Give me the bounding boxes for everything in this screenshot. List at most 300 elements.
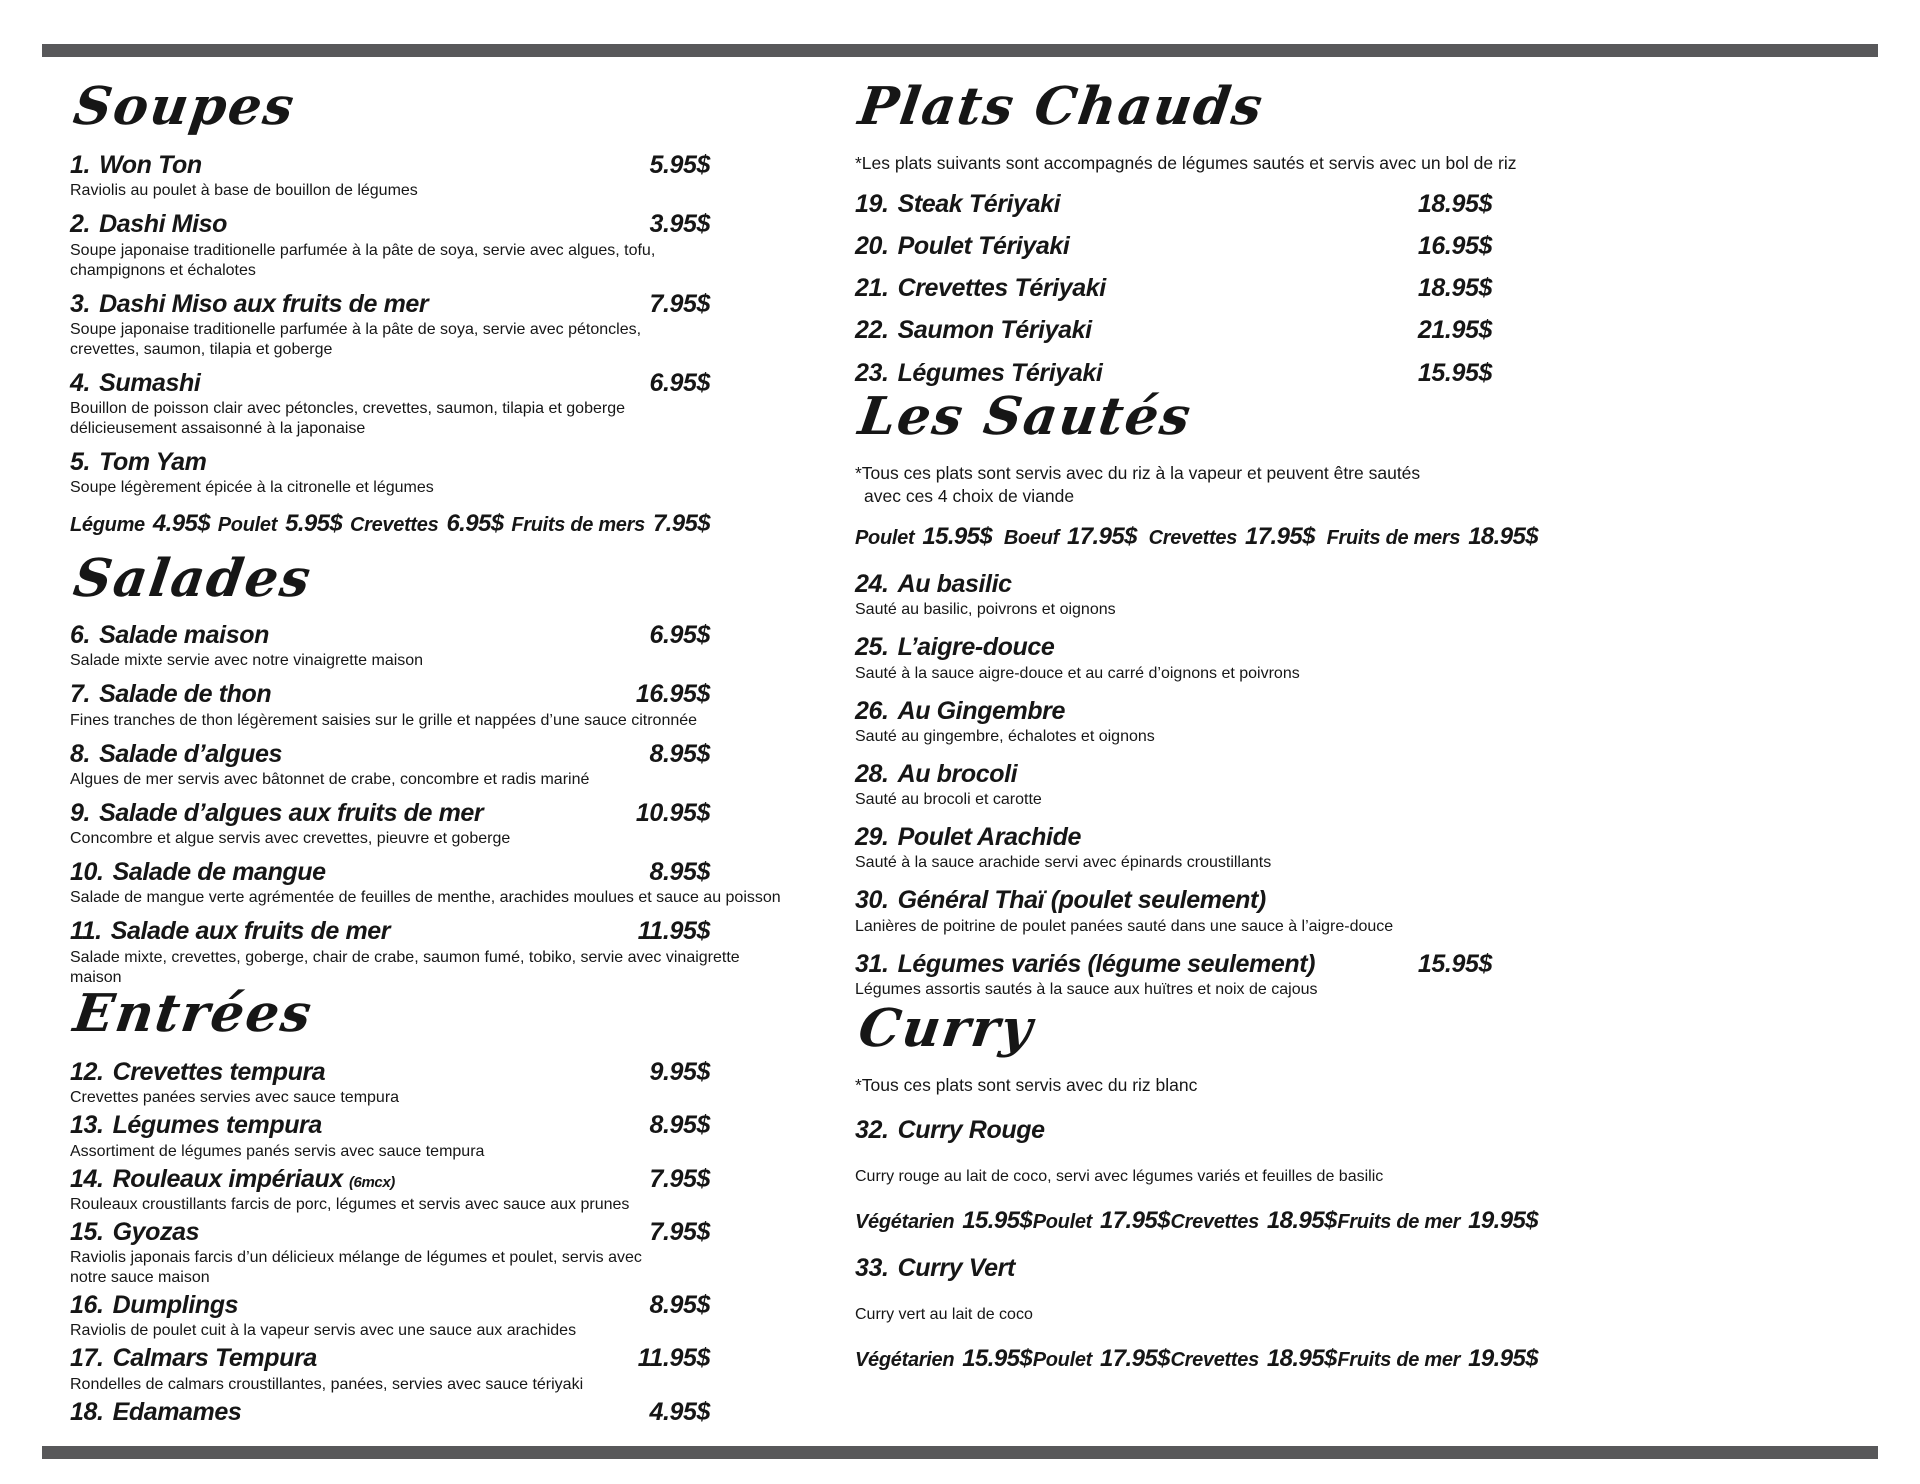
item-number: 13.	[70, 1111, 104, 1140]
variant-option	[218, 510, 342, 538]
item-description	[70, 1321, 710, 1341]
description-line: Soupe japonaise traditionelle parfumée à la pâte de soya, servie avec pétoncles,	[70, 320, 642, 338]
item-name	[70, 622, 269, 648]
item-header	[855, 317, 1538, 343]
variant-price: 17.95$	[1067, 523, 1137, 551]
item-description	[855, 980, 1538, 1000]
variant-label: Poulet	[217, 514, 278, 537]
description-line: Lanières de poitrine de poulet panées sauté dans une sauce à l’aigre-douce	[855, 917, 1394, 935]
section-note	[855, 1074, 1538, 1096]
item-header	[855, 1117, 1538, 1143]
item-name	[70, 211, 227, 237]
item-name	[70, 291, 428, 317]
item-name	[70, 449, 206, 475]
section-soupes	[70, 78, 710, 548]
section-entrees	[70, 985, 710, 1429]
item-name-text: Salade maison	[99, 621, 269, 650]
menu-item	[70, 858, 781, 908]
item-description	[70, 320, 710, 360]
item-price: 4.95$	[649, 1397, 710, 1426]
variant-price: 4.95$	[152, 510, 210, 538]
item-description	[70, 241, 710, 281]
item-price: 3.95$	[649, 210, 710, 239]
item-description	[70, 1088, 710, 1108]
description-line: Bouillon de poisson clair avec pétoncles, crevettes, saumon, tilapia et goberge	[70, 400, 625, 418]
description-line: crevettes, saumon, tilapia et goberge	[70, 340, 333, 358]
item-description	[855, 917, 1538, 937]
item-price: 21.95$	[1417, 316, 1492, 345]
variant-option	[1149, 523, 1315, 551]
item-name	[70, 741, 282, 767]
item-name	[855, 191, 1060, 217]
variant-label: Fruits de mer	[1337, 1210, 1461, 1233]
item-price: 8.95$	[649, 858, 710, 887]
variant-option	[1337, 1345, 1538, 1373]
variant-label: Végétarien	[855, 1210, 955, 1233]
item-name	[855, 317, 1092, 343]
item-header	[70, 800, 710, 826]
variant-price: 17.95$	[1245, 523, 1315, 551]
item-name-text: Crevettes tempura	[112, 1058, 326, 1087]
item-name-text: Crevettes Tériyaki	[897, 274, 1106, 303]
description-line: champignons et échalotes	[70, 261, 256, 279]
item-description	[855, 790, 1538, 810]
item-description	[70, 181, 710, 201]
item-description	[70, 1142, 710, 1162]
item-name	[855, 634, 1054, 660]
variant-option	[1033, 1345, 1170, 1373]
item-number: 2.	[70, 210, 91, 239]
menu-item	[855, 1255, 1538, 1373]
variant-option	[1170, 1345, 1336, 1373]
item-price: 15.95$	[1417, 949, 1492, 978]
description-line: Raviolis japonais farcis d’un délicieux mélange de légumes et poulet, servis avec	[70, 1249, 642, 1267]
description-line: Sauté au basilic, poivrons et oignons	[855, 601, 1116, 619]
item-description	[70, 478, 710, 498]
menu-item	[70, 449, 710, 538]
item-description	[70, 651, 710, 671]
variant-price: 17.95$	[1100, 1345, 1170, 1373]
item-number: 19.	[855, 189, 889, 218]
variant-price: 17.95$	[1100, 1206, 1170, 1234]
item-header	[70, 622, 710, 648]
variant-label: Crevettes	[1148, 527, 1238, 550]
item-name	[855, 887, 1266, 913]
item-price: 15.95$	[1417, 358, 1492, 387]
menu-item	[70, 681, 710, 730]
variant-option	[855, 1207, 1032, 1235]
item-name-text: Salade aux fruits de mer	[110, 917, 391, 946]
item-name-text: Gyozas	[112, 1217, 200, 1246]
description-line: Concombre et algue servis avec crevettes, pieuvre et goberge	[70, 830, 511, 848]
item-name	[855, 951, 1315, 977]
menu-item	[855, 1117, 1538, 1235]
item-description	[70, 711, 710, 731]
item-number: 14.	[70, 1164, 104, 1193]
item-number: 23.	[855, 358, 889, 387]
menu-item	[70, 1292, 710, 1341]
item-name-text: Au Gingembre	[897, 696, 1066, 725]
item-name-text: Légumes variés (légume seulement)	[897, 949, 1316, 978]
item-price: 16.95$	[1417, 231, 1492, 260]
item-header	[70, 1059, 710, 1085]
variant-option	[1337, 1207, 1538, 1235]
item-name-text: Dashi Miso	[99, 210, 228, 239]
description-line: Légumes assortis sautés à la sauce aux huïtres et noix de cajous	[855, 980, 1318, 998]
menu-item	[855, 698, 1538, 747]
item-header	[70, 918, 710, 944]
item-header	[70, 681, 710, 707]
menu-item	[70, 152, 710, 201]
item-price: 5.95$	[649, 151, 710, 180]
section-heading: Plats Chauds	[854, 76, 1268, 137]
item-name	[70, 1345, 317, 1371]
variant-price: 18.95$	[1468, 523, 1538, 551]
item-name-text: Rouleaux impériaux	[112, 1164, 343, 1193]
description-line: Raviolis de poulet cuit à la vapeur servis avec une sauce aux arachides	[70, 1322, 577, 1340]
item-price: 11.95$	[637, 917, 710, 946]
description-line: Sauté à la sauce aigre-douce et au carré d’oignons et poivrons	[855, 664, 1300, 682]
section-heading: Entrées	[69, 983, 317, 1044]
item-name-text: Au basilic	[897, 570, 1012, 599]
description-line: Crevettes panées servies avec sauce tempura	[70, 1089, 400, 1107]
menu-item	[70, 1112, 710, 1161]
item-number: 16.	[70, 1291, 104, 1320]
menu-item	[70, 1166, 710, 1215]
menu-item	[70, 917, 740, 987]
description-line: Fines tranches de thon légèrement saisies sur le grille et nappées d’une sauce citronnée	[70, 711, 698, 729]
item-name	[855, 1117, 1045, 1143]
item-price: 6.95$	[649, 621, 710, 650]
item-header	[70, 1219, 710, 1245]
item-header	[855, 887, 1538, 913]
variant-label: Fruits de mers	[1326, 527, 1461, 550]
menu-item	[855, 887, 1538, 936]
section-heading: Les Sautés	[854, 386, 1196, 447]
description-line: notre sauce maison	[70, 1269, 210, 1287]
item-name	[70, 1219, 199, 1245]
item-name-text: Dashi Miso aux fruits de mer	[99, 289, 429, 318]
variant-option	[1327, 523, 1538, 551]
item-header	[70, 370, 710, 396]
item-number: 24.	[855, 570, 889, 599]
item-number: 12.	[70, 1058, 104, 1087]
item-header	[855, 275, 1538, 301]
item-name-text: Saumon Tériyaki	[897, 316, 1092, 345]
item-name-text: Général Thaï (poulet seulement)	[897, 886, 1266, 915]
item-number: 25.	[855, 633, 889, 662]
variant-price-row	[855, 1207, 1538, 1235]
item-header	[70, 1399, 710, 1425]
item-name-text: Salade d’algues	[99, 739, 283, 768]
variant-option	[1033, 1207, 1170, 1235]
item-name-text: Salade de mangue	[112, 858, 326, 887]
menu-item	[70, 1399, 710, 1425]
variant-price: 15.95$	[962, 1206, 1033, 1234]
menu-item	[855, 761, 1538, 810]
variant-label: Fruits de mer	[1337, 1349, 1461, 1372]
item-name-text: Calmars Tempura	[112, 1344, 317, 1373]
item-number: 15.	[70, 1217, 104, 1246]
item-suffix: (6mcx)	[348, 1173, 395, 1191]
variant-label: Crevettes	[349, 514, 439, 537]
item-price: 10.95$	[635, 798, 710, 827]
variant-option	[70, 510, 210, 538]
item-header	[70, 291, 710, 317]
bottom-rule	[42, 1446, 1878, 1459]
menu-item	[70, 1059, 710, 1108]
variant-price: 19.95$	[1468, 1345, 1538, 1373]
item-description	[70, 1195, 710, 1215]
variant-price-row	[70, 510, 710, 538]
item-header	[855, 761, 1538, 787]
description-line: Sauté à la sauce arachide servi avec épinards croustillants	[855, 854, 1272, 872]
item-name	[70, 800, 483, 826]
item-header	[70, 1166, 710, 1192]
item-number: 5.	[70, 448, 91, 477]
column-left	[69, 0, 781, 1484]
item-number: 8.	[70, 739, 91, 768]
item-name-text: Won Ton	[99, 151, 202, 180]
variant-label: Crevettes	[1170, 1210, 1259, 1233]
item-number: 1.	[70, 151, 91, 180]
menu-item	[70, 800, 710, 849]
menu-item	[855, 634, 1538, 683]
item-header	[70, 859, 710, 885]
variant-price-row	[855, 1345, 1538, 1373]
menu-item	[855, 951, 1538, 1000]
item-price: 6.95$	[649, 368, 710, 397]
item-number: 33.	[855, 1253, 889, 1282]
item-number: 30.	[855, 886, 889, 915]
section-curry	[855, 1000, 1538, 1373]
note-line: *Tous ces plats sont servis avec du riz à la vapeur et peuvent être sautés	[855, 463, 1421, 484]
item-header	[855, 233, 1538, 259]
description-line: délicieusement assaisonné à la japonaise	[70, 420, 366, 438]
description-line: Salade mixte, crevettes, goberge, chair de crabe, saumon fumé, tobiko, servie avec vinaigrette	[70, 948, 740, 966]
item-name-text: Edamames	[112, 1397, 242, 1426]
item-name	[70, 1112, 322, 1138]
item-name-text: Salade d’algues aux fruits de mer	[99, 798, 484, 827]
item-name-text: L’aigre-douce	[897, 633, 1055, 662]
item-price: 8.95$	[649, 1291, 710, 1320]
variant-label: Fruits de mers	[511, 514, 645, 537]
variant-price: 5.95$	[285, 510, 343, 538]
item-header	[70, 1112, 710, 1138]
item-name	[70, 1292, 238, 1318]
item-name	[70, 370, 200, 396]
menu-item	[70, 291, 710, 360]
description-line: Soupe légèrement épicée à la citronelle et légumes	[70, 479, 434, 497]
note-line: avec ces 4 choix de viande	[864, 485, 1075, 506]
variant-price: 19.95$	[1468, 1206, 1538, 1234]
menu-item	[855, 317, 1538, 343]
variant-label: Boeuf	[1003, 527, 1060, 550]
column-right	[855, 0, 1538, 1484]
item-number: 26.	[855, 696, 889, 725]
variant-option	[350, 510, 504, 538]
variant-label: Poulet	[1032, 1210, 1093, 1233]
item-header	[70, 211, 710, 237]
variant-price-row	[855, 523, 1538, 551]
item-description	[70, 888, 781, 908]
menu-item	[70, 622, 710, 671]
item-description	[70, 829, 710, 849]
variant-option	[1170, 1207, 1336, 1235]
variant-option	[855, 1345, 1032, 1373]
description-line: Rouleaux croustillants farcis de porc, légumes et servis avec sauce aux prunes	[70, 1195, 630, 1213]
item-number: 9.	[70, 798, 91, 827]
item-name-text: Dumplings	[112, 1291, 239, 1320]
item-name-text: Poulet Tériyaki	[897, 231, 1070, 260]
description-line: Algues de mer servis avec bâtonnet de crabe, concombre et radis mariné	[70, 770, 590, 788]
item-price: 11.95$	[637, 1344, 710, 1373]
item-number: 4.	[70, 368, 91, 397]
item-name	[855, 233, 1069, 259]
note-line: *Tous ces plats sont servis avec du riz blanc	[855, 1075, 1198, 1096]
section-les-sautes	[855, 388, 1538, 1014]
item-header	[70, 741, 710, 767]
item-name	[70, 681, 271, 707]
menu-item	[70, 211, 710, 280]
item-number: 21.	[855, 274, 889, 303]
item-name	[855, 761, 1017, 787]
item-number: 32.	[855, 1115, 889, 1144]
description-line: Curry vert au lait de coco	[855, 1306, 1033, 1324]
variant-price: 6.95$	[446, 510, 504, 538]
item-number: 22.	[855, 316, 889, 345]
item-name-text: Steak Tériyaki	[897, 189, 1061, 218]
item-header	[855, 698, 1538, 724]
variant-label: Poulet	[1032, 1349, 1093, 1372]
item-price: 8.95$	[649, 1111, 710, 1140]
item-number: 29.	[855, 823, 889, 852]
item-name	[70, 152, 202, 178]
item-name	[70, 1166, 395, 1192]
item-name-text: Sumashi	[99, 368, 201, 397]
item-name-text: Curry Vert	[897, 1253, 1015, 1282]
variant-price: 7.95$	[652, 510, 710, 538]
section-note	[855, 152, 1538, 174]
menu-item	[855, 824, 1538, 873]
item-header	[855, 824, 1538, 850]
description-line: Assortiment de légumes panés servis avec sauce tempura	[70, 1142, 485, 1160]
menu-item	[855, 360, 1538, 386]
section-note	[855, 462, 1538, 507]
item-name	[855, 1255, 1015, 1281]
item-header	[855, 191, 1538, 217]
item-name-text: Légumes Tériyaki	[897, 358, 1103, 387]
item-price: 18.95$	[1417, 274, 1492, 303]
description-line: Salade de mangue verte agrémentée de feuilles de menthe, arachides moulues et sauce au poisson	[70, 889, 781, 907]
menu-item	[70, 370, 710, 439]
item-price: 8.95$	[649, 739, 710, 768]
item-header	[855, 571, 1538, 597]
section-heading: Salades	[69, 548, 316, 609]
item-name-text: Poulet Arachide	[897, 823, 1081, 852]
section-heading: Curry	[854, 998, 1038, 1059]
variant-price: 15.95$	[962, 1345, 1033, 1373]
item-number: 28.	[855, 759, 889, 788]
item-name	[70, 859, 326, 885]
item-header	[70, 1345, 710, 1371]
item-number: 11.	[70, 917, 102, 946]
variant-option	[855, 523, 992, 551]
item-name	[70, 1059, 325, 1085]
variant-label: Végétarien	[855, 1349, 955, 1372]
item-description	[855, 600, 1538, 620]
variant-option	[511, 510, 710, 538]
menu-item	[70, 741, 710, 790]
item-number: 20.	[855, 231, 889, 260]
item-number: 17.	[70, 1344, 104, 1373]
item-description	[855, 853, 1538, 873]
item-name-text: Salade de thon	[99, 680, 272, 709]
variant-price: 18.95$	[1266, 1345, 1337, 1373]
item-header	[855, 634, 1538, 660]
section-plats-chauds	[855, 78, 1538, 402]
item-description	[70, 399, 710, 439]
item-name-text: Tom Yam	[99, 448, 207, 477]
variant-label: Crevettes	[1170, 1349, 1259, 1372]
item-description	[70, 1375, 710, 1395]
menu-item	[855, 191, 1538, 217]
item-description	[855, 1305, 1538, 1325]
item-price: 7.95$	[649, 289, 710, 318]
item-name-text: Légumes tempura	[112, 1111, 322, 1140]
item-number: 31.	[855, 949, 889, 978]
description-line: Sauté au gingembre, échalotes et oignons	[855, 727, 1155, 745]
item-name-text: Au brocoli	[897, 759, 1018, 788]
item-description	[70, 770, 710, 790]
description-line: Salade mixte servie avec notre vinaigrette maison	[70, 652, 424, 670]
section-heading: Soupes	[69, 76, 300, 137]
item-name	[855, 360, 1102, 386]
menu-item	[70, 1219, 710, 1288]
item-name	[855, 698, 1065, 724]
description-line: Sauté au brocoli et carotte	[855, 791, 1042, 809]
item-description	[70, 1248, 710, 1288]
note-line: *Les plats suivants sont accompagnés de légumes sautés et servis avec un bol de riz	[855, 153, 1517, 174]
item-name	[70, 918, 390, 944]
item-description	[70, 948, 740, 988]
item-name	[855, 824, 1081, 850]
item-description	[855, 664, 1538, 684]
description-line: Raviolis au poulet à base de bouillon de légumes	[70, 182, 418, 200]
menu-item	[70, 1345, 710, 1394]
variant-price: 15.95$	[922, 523, 993, 551]
item-header	[855, 1255, 1538, 1281]
item-price: 16.95$	[635, 680, 710, 709]
item-price: 7.95$	[649, 1164, 710, 1193]
item-number: 10.	[70, 858, 104, 887]
item-number: 3.	[70, 289, 91, 318]
description-line: Soupe japonaise traditionelle parfumée à la pâte de soya, servie avec algues, tofu,	[70, 241, 656, 259]
description-line: Curry rouge au lait de coco, servi avec légumes variés et feuilles de basilic	[855, 1167, 1384, 1185]
item-header	[855, 951, 1538, 977]
item-description	[855, 727, 1538, 747]
item-name	[855, 275, 1106, 301]
variant-option	[1004, 523, 1137, 551]
variant-label: Légume	[70, 514, 145, 537]
item-name	[855, 571, 1012, 597]
item-price: 7.95$	[649, 1217, 710, 1246]
item-name	[70, 1399, 241, 1425]
item-price: 9.95$	[649, 1058, 710, 1087]
item-description	[855, 1167, 1538, 1187]
item-number: 18.	[70, 1397, 104, 1426]
item-name-text: Curry Rouge	[897, 1115, 1045, 1144]
